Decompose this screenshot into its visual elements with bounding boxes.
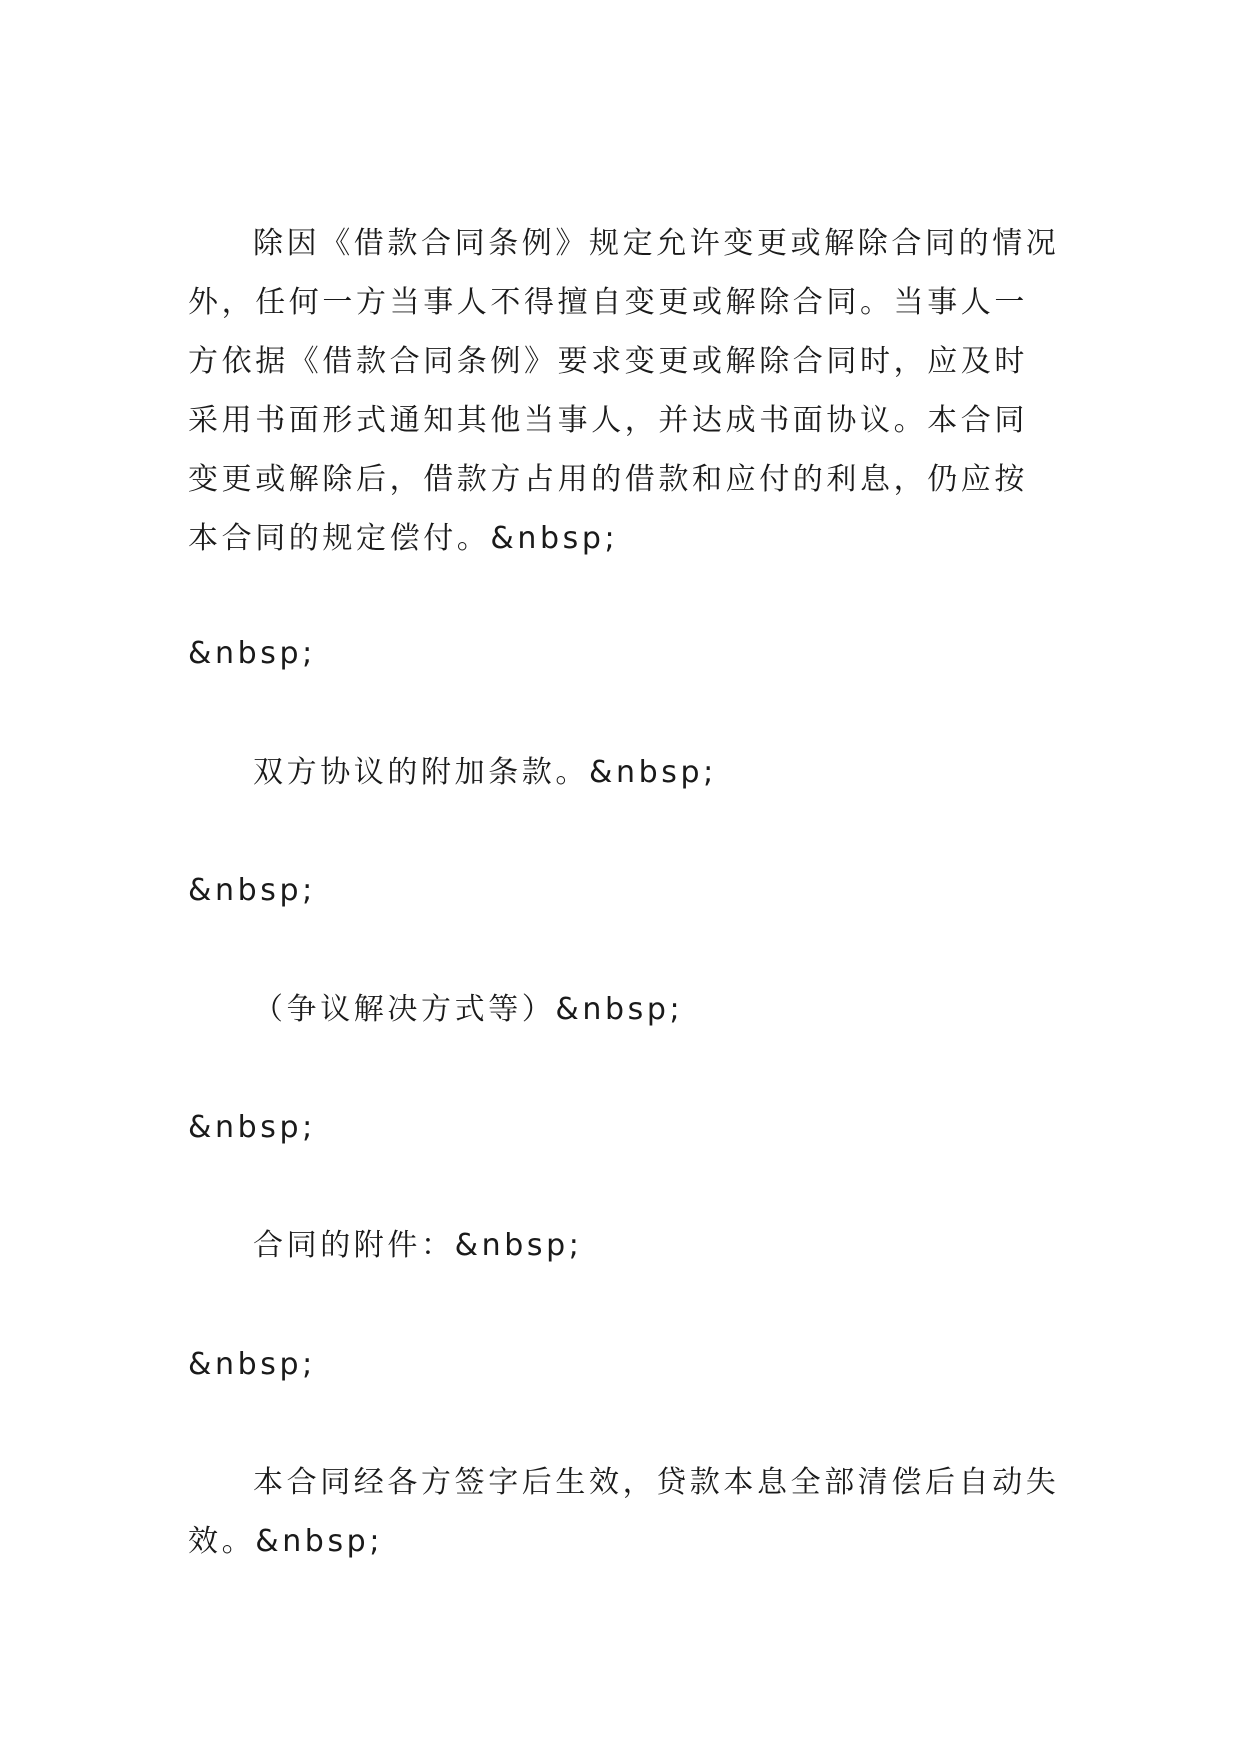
paragraph-nbsp-4: &nbsp; — [188, 1347, 316, 1382]
paragraph-nbsp-1: &nbsp; — [188, 636, 316, 671]
paragraph-nbsp-3: &nbsp; — [188, 1110, 316, 1145]
paragraph-additional-terms: 双方协议的附加条款。&nbsp; — [253, 755, 717, 790]
paragraph-effective-clause: 本合同经各方签字后生效，贷款本息全部清偿后自动失效。&nbsp; — [188, 1465, 1060, 1559]
paragraph-attachments: 合同的附件：&nbsp; — [253, 1228, 583, 1263]
paragraph-dispute-resolution: （争议解决方式等）&nbsp; — [253, 992, 684, 1027]
paragraph-contract-change-clause: 除因《借款合同条例》规定允许变更或解除合同的情况外，任何一方当事人不得擅自变更或解除合同。当事人一方依据《借款合同条例》要求变更或解除合同时，应及时采用书面形式通知其他当事人，并达成书面协议。本合同变更或解除后，借款方占用的借款和应付的利息，仍应按本合同的规定偿付。&nbsp; — [188, 226, 1060, 556]
paragraph-nbsp-2: &nbsp; — [188, 873, 316, 908]
